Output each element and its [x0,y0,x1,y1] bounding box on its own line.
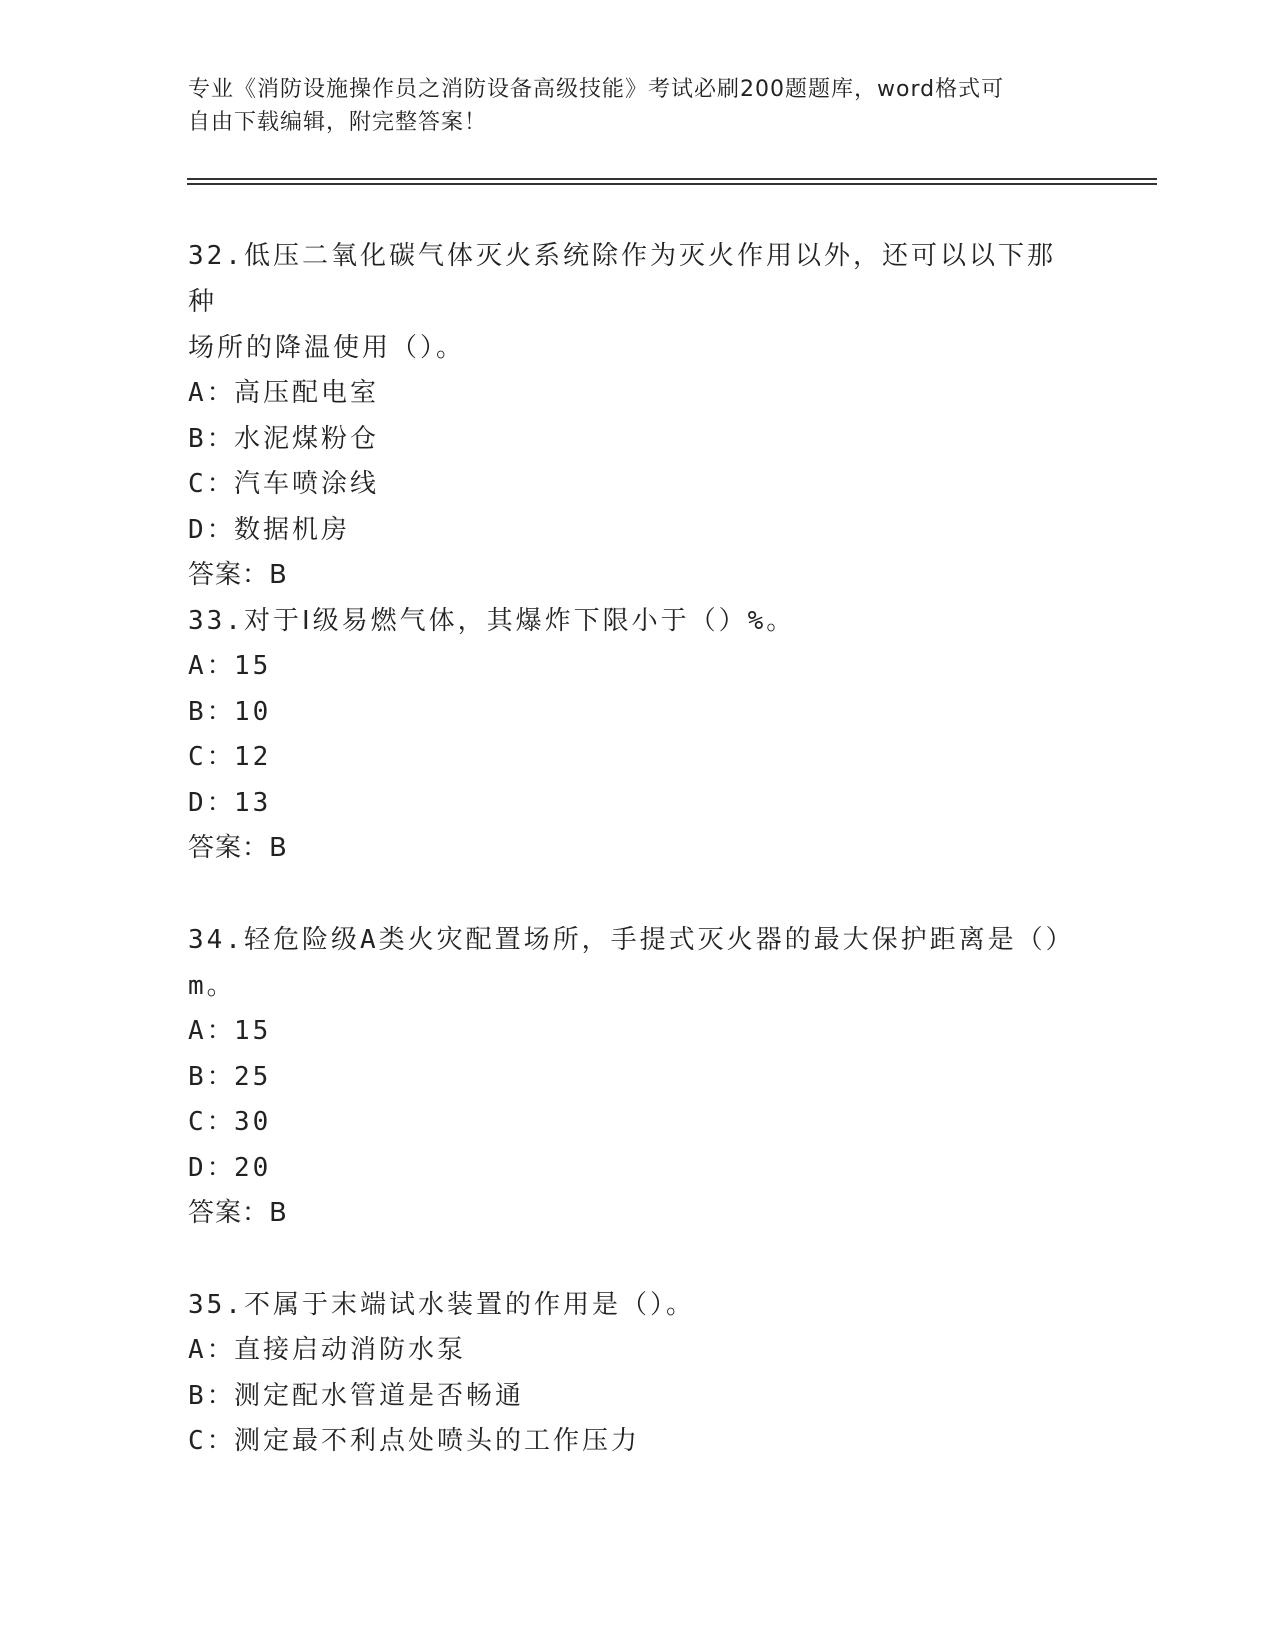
option-c [188,1419,1068,1465]
question-stem-line-1: 32.低压二氧化碳气体灭火系统除作为灭火作用以外，还可以以下那种 [188,241,1056,317]
header-line-2: 自由下载编辑，附完整答案！ [188,110,488,135]
option-a [188,1328,1068,1374]
option-label: B： [188,1061,236,1092]
document-header [188,73,1088,139]
option-d [188,508,1068,554]
question-stem-line-1: 34.轻危险级A类火灾配置场所，手提式灭火器的最大保护距离是（） [188,925,1075,955]
option-text: 13 [234,787,272,818]
option-label: D： [188,787,236,818]
answer-line: 答案：B [188,833,288,863]
option-c [188,462,1068,508]
option-text: 25 [234,1061,272,1092]
option-a [188,1009,1068,1055]
question-35 [188,1282,1068,1465]
header-line-1: 专业《消防设施操作员之消防设备高级技能》考试必刷200题题库，word格式可 [188,77,1005,102]
header-divider-bottom [187,183,1157,185]
option-text: 汽车喷涂线 [234,469,380,499]
option-a [188,644,1068,690]
option-text: 12 [234,742,272,772]
option-label: A： [188,1335,236,1365]
option-label: A： [188,651,236,681]
question-stem-line-1: 35.不属于末端试水装置的作用是（）。 [188,1290,695,1320]
option-text: 10 [234,696,272,727]
option-d [188,781,1068,827]
question-stem [188,1282,1068,1328]
option-label: C： [188,1426,236,1456]
option-label: C： [188,1107,236,1137]
option-b [188,690,1068,736]
question-32 [188,233,1068,599]
answer-line: 答案：B [188,560,288,590]
option-text: 15 [234,1016,272,1046]
option-label: C： [188,469,236,499]
question-stem-line-1: 33.对于Ⅰ级易燃气体，其爆炸下限小于（）%。 [188,606,796,636]
question-33 [188,598,1068,872]
question-stem [188,917,1075,1009]
option-c [188,1100,1068,1146]
question-stem [188,598,1068,644]
option-label: D： [188,514,236,545]
option-b [188,417,1068,463]
option-a [188,371,1068,417]
option-b [188,1374,1068,1420]
option-b [188,1055,1068,1101]
option-label: A： [188,378,236,408]
option-label: A： [188,1016,236,1046]
option-label: B： [188,423,236,454]
option-text: 水泥煤粉仓 [234,423,380,454]
option-d [188,1146,1068,1192]
question-stem [188,233,1068,371]
option-text: 高压配电室 [234,378,380,408]
option-label: B： [188,696,236,727]
header-divider-top [187,178,1157,180]
question-stem-line-2: 场所的降温使用（）。 [188,333,466,363]
option-label: C： [188,742,236,772]
option-text: 测定配水管道是否畅通 [234,1380,525,1411]
option-c [188,735,1068,781]
option-text: 数据机房 [234,514,351,545]
option-label: B： [188,1380,236,1411]
answer-line: 答案：B [188,1198,288,1228]
option-text: 20 [234,1152,272,1183]
question-34 [188,917,1075,1237]
option-text: 30 [234,1107,272,1137]
option-text: 直接启动消防水泵 [234,1335,467,1365]
option-text: 15 [234,651,272,681]
question-stem-line-2: m。 [188,971,236,1001]
option-label: D： [188,1152,236,1183]
option-text: 测定最不利点处喷头的工作压力 [234,1426,641,1456]
